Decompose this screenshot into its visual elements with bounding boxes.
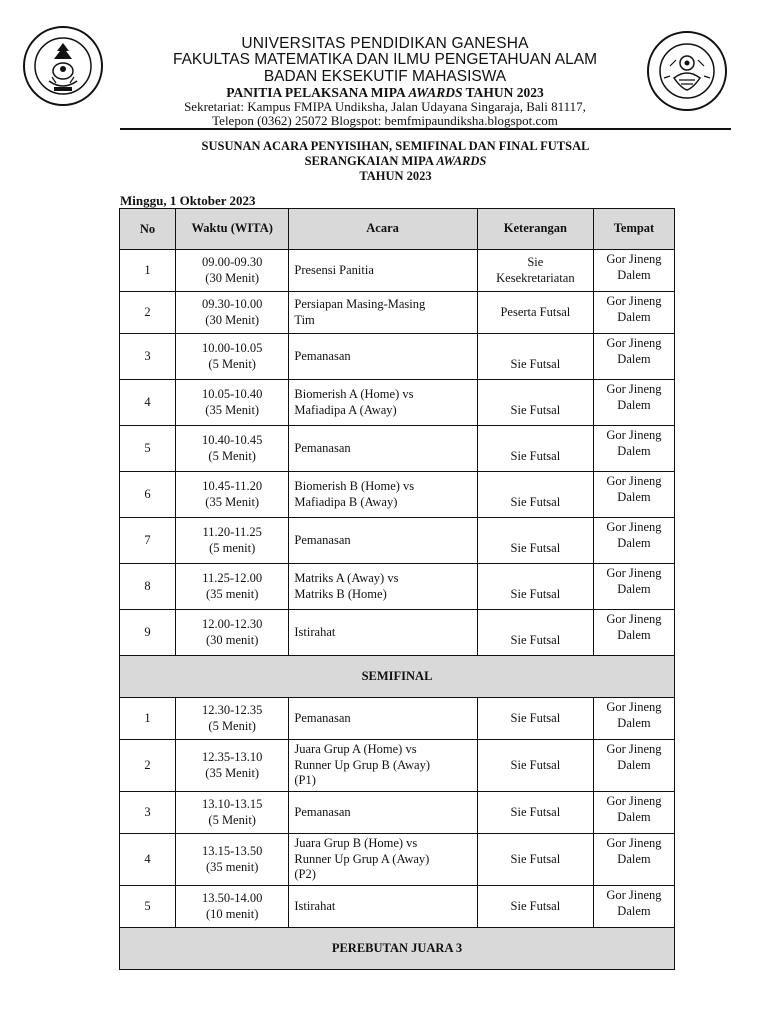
cell-tempat — [593, 834, 674, 886]
cell-acara-line: Biomerish A (Home) vs — [294, 386, 414, 401]
university-name: UNIVERSITAS PENDIDIKAN GANESHA — [241, 35, 529, 52]
cell-no: 5 — [120, 886, 176, 928]
cell-waktu-line: (35 menit) — [205, 859, 259, 874]
header-tempat: Tempat — [593, 209, 674, 250]
cell-waktu — [176, 792, 289, 834]
cell-no: 1 — [120, 698, 176, 740]
cell-tempat-line: Gor Jineng — [606, 428, 662, 442]
table-row — [120, 250, 675, 292]
table-row — [120, 334, 675, 380]
cell-acara — [289, 698, 477, 740]
cell-keterangan-line: Sie Futsal — [510, 898, 561, 913]
event-date: Minggu, 1 Oktober 2023 — [120, 193, 256, 208]
cell-acara — [289, 610, 477, 656]
cell-acara — [289, 834, 477, 886]
cell-acara — [289, 250, 477, 292]
cell-no: 7 — [120, 518, 176, 564]
cell-tempat — [593, 292, 674, 334]
cell-waktu — [176, 380, 289, 426]
cell-keterangan-line: Sie Futsal — [510, 757, 561, 772]
cell-acara-line: Istirahat — [294, 898, 336, 913]
cell-acara-line: Istirahat — [294, 624, 336, 639]
cell-keterangan — [477, 610, 593, 656]
cell-tempat-line: Dalem — [617, 627, 651, 642]
cell-waktu-line: (35 Menit) — [205, 494, 260, 509]
cell-keterangan-line: Sie Futsal — [510, 357, 561, 372]
cell-tempat — [593, 698, 674, 740]
cell-tempat-line: Dalem — [617, 397, 651, 412]
header-keterangan: Keterangan — [477, 209, 593, 250]
cell-waktu-line: 11.20-11.25 — [202, 524, 262, 539]
cell-no: 5 — [120, 426, 176, 472]
header-acara: Acara — [289, 209, 477, 250]
undiksha-logo — [22, 25, 104, 107]
table-row — [120, 792, 675, 834]
table-row — [120, 610, 675, 656]
cell-keterangan-line: Sie Futsal — [510, 851, 561, 866]
cell-acara — [289, 518, 477, 564]
organization-name: BADAN EKSEKUTIF MAHASISWA — [263, 67, 507, 85]
cell-no: 4 — [120, 380, 176, 426]
cell-keterangan — [477, 740, 593, 792]
cell-acara-line: Pemanasan — [294, 532, 351, 547]
cell-acara-line: Mafiadipa B (Away) — [294, 494, 398, 509]
cell-tempat-line: Dalem — [617, 757, 651, 772]
cell-no: 6 — [120, 472, 176, 518]
cell-waktu-line: 12.35-13.10 — [201, 749, 263, 764]
cell-tempat — [593, 740, 674, 792]
cell-tempat — [593, 250, 674, 292]
header-waktu: Waktu (WITA) — [176, 209, 289, 250]
cell-acara-line: Matriks B (Home) — [294, 586, 387, 601]
table-row — [120, 564, 675, 610]
cell-tempat-line: Dalem — [617, 535, 651, 550]
table-row — [120, 698, 675, 740]
cell-acara-line: Tim — [294, 312, 315, 327]
schedule-table — [119, 208, 675, 970]
cell-tempat — [593, 610, 674, 656]
cell-waktu-line: (5 Menit) — [208, 448, 256, 463]
table-row — [120, 518, 675, 564]
cell-waktu — [176, 564, 289, 610]
cell-keterangan-line: Sie Futsal — [510, 710, 561, 725]
cell-tempat-line: Gor Jineng — [606, 888, 662, 902]
table-row — [120, 380, 675, 426]
cell-keterangan-line: Sie Futsal — [510, 541, 561, 556]
table-row — [120, 426, 675, 472]
cell-tempat-line: Gor Jineng — [606, 612, 662, 626]
header-no: No — [120, 209, 176, 250]
cell-no: 8 — [120, 564, 176, 610]
cell-keterangan — [477, 792, 593, 834]
header-divider — [120, 128, 731, 130]
cell-keterangan — [477, 472, 593, 518]
cell-keterangan-line: Sie — [527, 254, 544, 269]
cell-tempat-line: Dalem — [617, 851, 651, 866]
semifinal-section-label: SEMIFINAL — [120, 656, 675, 698]
cell-waktu — [176, 834, 289, 886]
faculty-name: FAKULTAS MATEMATIKA DAN ILMU PENGETAHUAN ALAM — [172, 51, 598, 69]
cell-waktu-line: (30 Menit) — [205, 270, 260, 285]
cell-waktu-line: (30 Menit) — [205, 312, 260, 327]
cell-tempat-line: Dalem — [617, 903, 651, 918]
cell-acara — [289, 740, 477, 792]
cell-tempat — [593, 426, 674, 472]
cell-keterangan — [477, 834, 593, 886]
cell-acara-line: Runner Up Grup A (Away) — [294, 851, 430, 866]
cell-acara — [289, 334, 477, 380]
cell-acara — [289, 564, 477, 610]
cell-tempat — [593, 472, 674, 518]
cell-tempat-line: Dalem — [617, 351, 651, 366]
cell-tempat-line: Dalem — [617, 267, 651, 282]
cell-tempat-line: Gor Jineng — [606, 520, 662, 534]
cell-acara-line: Pemanasan — [294, 804, 351, 819]
cell-tempat-line: Dalem — [617, 809, 651, 824]
cell-tempat-line: Gor Jineng — [606, 700, 662, 714]
cell-tempat — [593, 518, 674, 564]
semifinal-section — [120, 656, 675, 698]
cell-tempat-line: Dalem — [617, 309, 651, 324]
cell-tempat-line: Gor Jineng — [606, 474, 662, 488]
cell-waktu-line: (35 menit) — [205, 586, 259, 601]
table-row — [120, 834, 675, 886]
table-header-row — [120, 209, 675, 250]
cell-keterangan — [477, 426, 593, 472]
cell-keterangan-line: Kesekretariatan — [496, 270, 575, 285]
cell-waktu — [176, 472, 289, 518]
cell-waktu-line: (10 menit) — [205, 906, 259, 921]
cell-waktu — [176, 426, 289, 472]
cell-waktu-line: 10.00-10.05 — [201, 340, 263, 355]
cell-keterangan-line: Peserta Futsal — [500, 304, 571, 319]
cell-no: 3 — [120, 792, 176, 834]
cell-no: 1 — [120, 250, 176, 292]
cell-waktu-line: 09.30-10.00 — [201, 296, 263, 311]
secretariat-address: Sekretariat: Kampus FMIPA Undiksha, Jalan Udayana Singaraja, Bali 81117, — [184, 98, 586, 114]
cell-waktu-line: (5 menit) — [209, 540, 256, 555]
cell-acara-line: Pemanasan — [294, 710, 351, 725]
cell-tempat — [593, 334, 674, 380]
cell-tempat-line: Dalem — [617, 443, 651, 458]
cell-acara-line: Runner Up Grup B (Away) — [294, 757, 431, 772]
cell-keterangan-line: Sie Futsal — [510, 403, 561, 418]
cell-waktu-line: 12.30-12.35 — [201, 702, 263, 717]
table-row — [120, 472, 675, 518]
cell-keterangan-line: Sie Futsal — [510, 449, 561, 464]
cell-acara-line: Mafiadipa A (Away) — [294, 402, 397, 417]
cell-keterangan — [477, 886, 593, 928]
cell-tempat-line: Gor Jineng — [606, 794, 662, 808]
cell-waktu-line: 12.00-12.30 — [201, 616, 263, 631]
cell-keterangan-line: Sie Futsal — [510, 633, 561, 648]
cell-waktu-line: 10.40-10.45 — [201, 432, 263, 447]
cell-waktu-line: 13.10-13.15 — [201, 796, 263, 811]
table-row — [120, 740, 675, 792]
cell-keterangan-line: Sie Futsal — [510, 804, 561, 819]
cell-acara — [289, 472, 477, 518]
cell-acara-line: Pemanasan — [294, 348, 351, 363]
cell-tempat — [593, 886, 674, 928]
cell-waktu-line: (30 menit) — [205, 632, 259, 647]
cell-acara-line: Pemanasan — [294, 440, 351, 455]
cell-waktu-line: 10.45-11.20 — [202, 478, 263, 493]
cell-keterangan — [477, 250, 593, 292]
cell-keterangan-line: Sie Futsal — [510, 587, 561, 602]
cell-tempat-line: Gor Jineng — [606, 382, 662, 396]
cell-tempat-line: Gor Jineng — [606, 294, 662, 308]
cell-acara — [289, 426, 477, 472]
cell-no: 3 — [120, 334, 176, 380]
cell-waktu-line: (35 Menit) — [205, 402, 260, 417]
cell-keterangan — [477, 564, 593, 610]
cell-acara — [289, 292, 477, 334]
cell-acara-line: Matriks A (Away) vs — [294, 570, 399, 585]
table-row — [120, 886, 675, 928]
cell-waktu-line: (5 Menit) — [208, 718, 256, 733]
document-title: SUSUNAN ACARA PENYISIHAN, SEMIFINAL DAN FINAL FUTSAL SERANGKAIAN MIPA AWARDS TAHUN 2023 — [201, 139, 590, 183]
cell-acara-line: (P1) — [294, 773, 316, 788]
cell-keterangan-line: Sie Futsal — [510, 495, 561, 510]
contact-info: Telepon (0362) 25072 Blogspot: bemfmipaundiksha.blogspot.com — [212, 112, 558, 128]
cell-tempat — [593, 792, 674, 834]
cell-tempat — [593, 564, 674, 610]
cell-acara-line: Presensi Panitia — [294, 262, 374, 277]
cell-waktu — [176, 886, 289, 928]
cell-tempat-line: Dalem — [617, 581, 651, 596]
cell-keterangan — [477, 518, 593, 564]
cell-waktu-line: 09.00-09.30 — [201, 254, 263, 269]
committee-name: PANITIA PELAKSANA MIPA AWARDS TAHUN 2023 — [226, 84, 544, 100]
cell-no: 4 — [120, 834, 176, 886]
cell-keterangan — [477, 334, 593, 380]
cell-waktu-line: 13.15-13.50 — [201, 843, 263, 858]
cell-keterangan — [477, 698, 593, 740]
letterhead — [100, 36, 670, 127]
cell-tempat-line: Dalem — [617, 489, 651, 504]
cell-acara-line: Juara Grup B (Home) vs — [294, 836, 418, 851]
cell-waktu — [176, 334, 289, 380]
cell-acara-line: Biomerish B (Home) vs — [294, 478, 415, 493]
cell-acara — [289, 380, 477, 426]
cell-acara — [289, 792, 477, 834]
third-place-section-label: PEREBUTAN JUARA 3 — [120, 928, 675, 970]
cell-no: 2 — [120, 740, 176, 792]
cell-waktu — [176, 698, 289, 740]
cell-waktu — [176, 250, 289, 292]
cell-waktu-line: 10.05-10.40 — [201, 386, 263, 401]
cell-acara-line: Juara Grup A (Home) vs — [294, 742, 417, 757]
cell-waktu — [176, 518, 289, 564]
table-row — [120, 292, 675, 334]
cell-tempat-line: Gor Jineng — [606, 836, 662, 850]
cell-keterangan — [477, 292, 593, 334]
third-place-section — [120, 928, 675, 970]
cell-tempat-line: Gor Jineng — [606, 566, 662, 580]
cell-waktu-line: 11.25-12.00 — [202, 570, 263, 585]
cell-tempat-line: Dalem — [617, 715, 651, 730]
cell-tempat-line: Gor Jineng — [606, 336, 662, 350]
cell-tempat — [593, 380, 674, 426]
cell-acara-line: Persiapan Masing-Masing — [294, 296, 426, 311]
cell-waktu-line: 13.50-14.00 — [201, 890, 263, 905]
cell-no: 9 — [120, 610, 176, 656]
cell-acara-line: (P2) — [294, 867, 316, 882]
cell-tempat-line: Gor Jineng — [606, 742, 662, 756]
cell-waktu-line: (5 Menit) — [208, 812, 256, 827]
cell-keterangan — [477, 380, 593, 426]
cell-waktu-line: (5 Menit) — [208, 356, 256, 371]
cell-waktu-line: (35 Menit) — [205, 765, 260, 780]
cell-waktu — [176, 292, 289, 334]
cell-waktu — [176, 740, 289, 792]
cell-no: 2 — [120, 292, 176, 334]
cell-acara — [289, 886, 477, 928]
cell-waktu — [176, 610, 289, 656]
cell-tempat-line: Gor Jineng — [606, 252, 662, 266]
